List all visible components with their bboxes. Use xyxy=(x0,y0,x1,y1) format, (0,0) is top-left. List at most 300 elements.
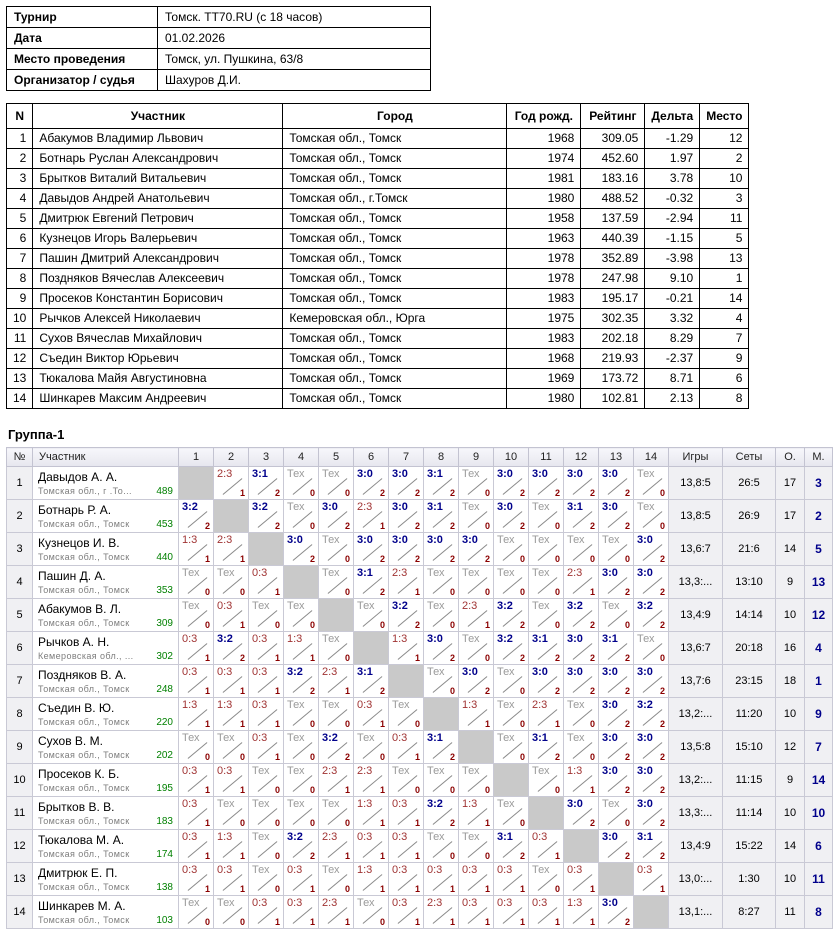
player-subline xyxy=(38,915,173,926)
match-cell xyxy=(459,896,494,929)
participant-row xyxy=(7,309,749,329)
match-points: 2 xyxy=(449,653,455,663)
match-points: 2 xyxy=(659,818,665,828)
match-cell xyxy=(424,467,459,500)
match-cell xyxy=(529,830,564,863)
match-score: 0:3 xyxy=(462,897,478,909)
match-cell xyxy=(599,698,634,731)
participant-city: Томская обл., Томск xyxy=(283,149,507,169)
match-cell xyxy=(354,863,389,896)
match-score: Тех xyxy=(252,864,270,876)
birth-year: 1978 xyxy=(507,269,581,289)
match-cell xyxy=(529,896,564,929)
group-player-row xyxy=(7,698,833,731)
participant-city: Томская обл., Томск xyxy=(283,329,507,349)
row-number: 2 xyxy=(7,149,33,169)
match-cell xyxy=(424,599,459,632)
player-region: Томская обл., Томск xyxy=(38,848,130,859)
match-score: 3:1 xyxy=(567,501,583,513)
match-cell xyxy=(179,797,214,830)
sets-total: 21:6 xyxy=(723,533,776,566)
match-score: 0:3 xyxy=(462,864,478,876)
participant-name: Пашин Дмитрий Александрович xyxy=(33,249,283,269)
row-number: 5 xyxy=(7,599,33,632)
match-points: 2 xyxy=(379,554,385,564)
match-points: 1 xyxy=(204,653,210,663)
match-cell xyxy=(634,632,669,665)
player-rating: 202 xyxy=(156,749,173,761)
player-subline xyxy=(38,486,173,497)
match-points: 0 xyxy=(274,851,280,861)
player-cell xyxy=(33,533,179,566)
row-number: 3 xyxy=(7,169,33,189)
match-score: Тех xyxy=(497,699,515,711)
player-region: Томская обл., Томск xyxy=(38,584,130,595)
match-score: Тех xyxy=(322,864,340,876)
match-score: Тех xyxy=(462,468,480,480)
match-points: 2 xyxy=(344,521,350,531)
match-cell xyxy=(389,566,424,599)
match-points: 0 xyxy=(344,554,350,564)
match-cell xyxy=(389,500,424,533)
match-score: 0:3 xyxy=(392,831,408,843)
player-name: Кузнецов И. В. xyxy=(38,536,120,550)
group-place: 5 xyxy=(805,533,833,566)
games-total: 13,8:5 xyxy=(669,500,723,533)
group-header-cell: 6 xyxy=(354,448,389,467)
birth-year: 1981 xyxy=(507,169,581,189)
match-points: 0 xyxy=(554,620,560,630)
match-points: 0 xyxy=(344,587,350,597)
participant-name: Рычков Алексей Николаевич xyxy=(33,309,283,329)
match-points: 1 xyxy=(414,587,420,597)
match-cell xyxy=(529,698,564,731)
delta-value: 8.71 xyxy=(645,369,700,389)
group-header-cell: Участник xyxy=(33,448,179,467)
match-score: 1:3 xyxy=(217,699,233,711)
participant-city: Томская обл., Томск xyxy=(283,209,507,229)
match-points: 2 xyxy=(414,554,420,564)
match-score: 2:3 xyxy=(357,765,373,777)
info-value: Шахуров Д.И. xyxy=(158,70,431,91)
match-cell xyxy=(634,698,669,731)
match-points: 2 xyxy=(274,521,280,531)
match-score: 0:3 xyxy=(532,897,548,909)
match-points: 1 xyxy=(274,917,280,927)
match-cell xyxy=(249,467,284,500)
match-cell xyxy=(179,698,214,731)
row-number: 14 xyxy=(7,389,33,409)
match-cell xyxy=(529,632,564,665)
match-cell xyxy=(564,632,599,665)
self-cell xyxy=(319,599,354,632)
match-score: 0:3 xyxy=(497,864,513,876)
match-score: 0:3 xyxy=(287,897,303,909)
match-points: 0 xyxy=(519,818,525,828)
match-cell xyxy=(389,698,424,731)
match-score: Тех xyxy=(182,567,200,579)
match-cell xyxy=(459,863,494,896)
match-points: 0 xyxy=(309,752,315,762)
match-score: 3:2 xyxy=(252,501,268,513)
participants-header-cell: Рейтинг xyxy=(581,104,645,129)
match-score: 3:0 xyxy=(602,897,618,909)
player-rating: 248 xyxy=(156,683,173,695)
match-score: Тех xyxy=(287,600,305,612)
match-points: 0 xyxy=(449,785,455,795)
row-number: 4 xyxy=(7,189,33,209)
points-total: 9 xyxy=(776,566,805,599)
match-cell xyxy=(214,467,249,500)
games-total: 13,1:... xyxy=(669,896,723,929)
player-rating: 183 xyxy=(156,815,173,827)
match-score: 3:0 xyxy=(497,468,513,480)
match-cell xyxy=(389,599,424,632)
player-name: Пашин Д. А. xyxy=(38,569,106,583)
match-cell xyxy=(214,665,249,698)
match-score: 2:3 xyxy=(567,567,583,579)
participant-name: Тюкалова Майя Августиновна xyxy=(33,369,283,389)
match-score: 0:3 xyxy=(497,897,513,909)
match-score: Тех xyxy=(322,567,340,579)
match-cell xyxy=(319,731,354,764)
player-cell xyxy=(33,467,179,500)
participant-name: Ботнарь Руслан Александрович xyxy=(33,149,283,169)
group-place: 2 xyxy=(805,500,833,533)
final-place: 11 xyxy=(700,209,749,229)
match-score: 3:0 xyxy=(392,468,408,480)
match-points: 1 xyxy=(239,488,245,498)
group-place: 10 xyxy=(805,797,833,830)
row-number: 9 xyxy=(7,731,33,764)
match-score: Тех xyxy=(427,600,445,612)
match-cell xyxy=(599,467,634,500)
match-cell xyxy=(354,731,389,764)
match-points: 1 xyxy=(589,917,595,927)
match-cell xyxy=(564,599,599,632)
match-points: 0 xyxy=(589,752,595,762)
games-total: 13,3:... xyxy=(669,797,723,830)
match-score: 3:2 xyxy=(182,501,198,513)
match-score: 0:3 xyxy=(252,633,268,645)
participant-city: Томская обл., Томск xyxy=(283,389,507,409)
match-score: Тех xyxy=(637,633,655,645)
info-row xyxy=(7,28,431,49)
match-points: 0 xyxy=(309,785,315,795)
final-place: 6 xyxy=(700,369,749,389)
match-score: Тех xyxy=(532,567,550,579)
participant-row xyxy=(7,169,749,189)
match-cell xyxy=(494,533,529,566)
player-region: Томская обл., Томск xyxy=(38,551,130,562)
match-points: 0 xyxy=(344,719,350,729)
match-points: 1 xyxy=(589,884,595,894)
row-number: 10 xyxy=(7,309,33,329)
match-score: 3:0 xyxy=(602,468,618,480)
points-total: 14 xyxy=(776,830,805,863)
match-cell xyxy=(459,500,494,533)
match-cell xyxy=(214,599,249,632)
group-player-row xyxy=(7,599,833,632)
match-points: 2 xyxy=(309,554,315,564)
match-score: Тех xyxy=(567,732,585,744)
match-cell xyxy=(179,896,214,929)
match-cell xyxy=(319,533,354,566)
player-subline xyxy=(38,585,173,596)
match-points: 2 xyxy=(589,653,595,663)
match-points: 2 xyxy=(414,521,420,531)
match-cell xyxy=(529,764,564,797)
match-points: 0 xyxy=(484,521,490,531)
match-points: 2 xyxy=(379,488,385,498)
player-region: Томская обл., Томск xyxy=(38,617,130,628)
match-points: 0 xyxy=(484,587,490,597)
tournament-info-table xyxy=(6,6,431,91)
player-rating: 174 xyxy=(156,848,173,860)
match-cell xyxy=(354,764,389,797)
match-score: 0:3 xyxy=(252,699,268,711)
match-cell xyxy=(214,731,249,764)
match-points: 1 xyxy=(484,620,490,630)
player-cell xyxy=(33,797,179,830)
match-cell xyxy=(214,863,249,896)
match-cell xyxy=(529,467,564,500)
games-total: 13,0:... xyxy=(669,863,723,896)
birth-year: 1983 xyxy=(507,289,581,309)
points-total: 10 xyxy=(776,863,805,896)
group-title: Группа-1 xyxy=(8,427,65,442)
match-score: 3:0 xyxy=(637,765,653,777)
row-number: 12 xyxy=(7,349,33,369)
player-name: Съедин В. Ю. xyxy=(38,701,115,715)
match-points: 1 xyxy=(204,785,210,795)
match-score: Тех xyxy=(532,501,550,513)
info-label: Место проведения xyxy=(7,49,158,70)
match-points: 0 xyxy=(379,620,385,630)
match-points: 2 xyxy=(379,587,385,597)
match-points: 1 xyxy=(519,917,525,927)
participant-row xyxy=(7,129,749,149)
participant-city: Томская обл., Томск xyxy=(283,289,507,309)
participants-table xyxy=(6,103,749,409)
group-player-row xyxy=(7,632,833,665)
match-points: 1 xyxy=(239,851,245,861)
match-points: 2 xyxy=(554,488,560,498)
match-score: 1:3 xyxy=(392,633,408,645)
match-points: 2 xyxy=(484,554,490,564)
final-place: 5 xyxy=(700,229,749,249)
match-points: 1 xyxy=(344,917,350,927)
match-cell xyxy=(179,830,214,863)
match-points: 0 xyxy=(484,653,490,663)
group-place: 3 xyxy=(805,467,833,500)
match-score: Тех xyxy=(497,567,515,579)
match-cell xyxy=(494,863,529,896)
match-cell xyxy=(389,863,424,896)
match-score: 0:3 xyxy=(392,798,408,810)
participant-name: Дмитрюк Евгений Петрович xyxy=(33,209,283,229)
match-cell xyxy=(284,467,319,500)
delta-value: -2.94 xyxy=(645,209,700,229)
match-cell xyxy=(634,500,669,533)
match-points: 1 xyxy=(239,686,245,696)
player-name: Тюкалова М. А. xyxy=(38,833,125,847)
match-cell xyxy=(249,632,284,665)
self-cell xyxy=(529,797,564,830)
participant-city: Томская обл., Томск xyxy=(283,249,507,269)
player-name: Сухов В. М. xyxy=(38,734,103,748)
rating-value: 102.81 xyxy=(581,389,645,409)
match-cell xyxy=(179,599,214,632)
match-score: 3:0 xyxy=(602,567,618,579)
birth-year: 1975 xyxy=(507,309,581,329)
match-cell xyxy=(319,830,354,863)
match-points: 1 xyxy=(414,818,420,828)
match-score: 3:0 xyxy=(602,666,618,678)
match-score: Тех xyxy=(532,534,550,546)
self-cell xyxy=(424,698,459,731)
group-header-cell: 7 xyxy=(389,448,424,467)
match-points: 1 xyxy=(484,719,490,729)
match-score: 2:3 xyxy=(357,501,373,513)
match-cell xyxy=(284,863,319,896)
row-number: 13 xyxy=(7,369,33,389)
participant-name: Съедин Виктор Юрьевич xyxy=(33,349,283,369)
match-score: 3:2 xyxy=(567,600,583,612)
match-score: 3:0 xyxy=(567,633,583,645)
player-subline xyxy=(38,783,173,794)
birth-year: 1968 xyxy=(507,349,581,369)
self-cell xyxy=(179,467,214,500)
info-value: Томск. TT70.RU (с 18 часов) xyxy=(158,7,431,28)
player-rating: 453 xyxy=(156,518,173,530)
games-total: 13,4:9 xyxy=(669,599,723,632)
match-points: 2 xyxy=(624,752,630,762)
final-place: 14 xyxy=(700,289,749,309)
match-points: 2 xyxy=(379,686,385,696)
match-cell xyxy=(529,665,564,698)
group-player-row xyxy=(7,863,833,896)
row-number: 10 xyxy=(7,764,33,797)
match-points: 1 xyxy=(239,884,245,894)
delta-value: -0.21 xyxy=(645,289,700,309)
match-points: 2 xyxy=(484,686,490,696)
match-points: 2 xyxy=(309,851,315,861)
match-score: 1:3 xyxy=(462,699,478,711)
match-score: 3:0 xyxy=(602,501,618,513)
match-points: 2 xyxy=(344,752,350,762)
participants-header-cell: Дельта xyxy=(645,104,700,129)
rating-value: 247.98 xyxy=(581,269,645,289)
delta-value: 3.32 xyxy=(645,309,700,329)
match-cell xyxy=(179,665,214,698)
match-score: 3:2 xyxy=(497,600,513,612)
match-score: Тех xyxy=(217,567,235,579)
match-points: 0 xyxy=(554,785,560,795)
match-points: 0 xyxy=(659,653,665,663)
match-points: 1 xyxy=(274,653,280,663)
match-score: Тех xyxy=(602,534,620,546)
participant-row xyxy=(7,209,749,229)
player-name: Брытков В. В. xyxy=(38,800,115,814)
row-number: 4 xyxy=(7,566,33,599)
self-cell xyxy=(214,500,249,533)
match-cell xyxy=(424,533,459,566)
match-cell xyxy=(214,698,249,731)
match-score: 0:3 xyxy=(252,666,268,678)
delta-value: -3.98 xyxy=(645,249,700,269)
match-points: 2 xyxy=(554,752,560,762)
match-cell xyxy=(459,698,494,731)
match-score: Тех xyxy=(462,633,480,645)
player-name: Ботнарь Р. А. xyxy=(38,503,112,517)
player-rating: 195 xyxy=(156,782,173,794)
match-score: Тех xyxy=(322,633,340,645)
final-place: 3 xyxy=(700,189,749,209)
match-cell xyxy=(319,896,354,929)
match-score: Тех xyxy=(567,699,585,711)
match-score: 3:2 xyxy=(287,831,303,843)
match-points: 1 xyxy=(449,917,455,927)
final-place: 12 xyxy=(700,129,749,149)
player-region: Томская обл., Томск xyxy=(38,881,130,892)
match-points: 0 xyxy=(204,752,210,762)
match-points: 1 xyxy=(414,917,420,927)
group-place: 6 xyxy=(805,830,833,863)
participant-row xyxy=(7,189,749,209)
match-cell xyxy=(599,797,634,830)
match-score: 3:1 xyxy=(427,501,443,513)
points-total: 10 xyxy=(776,599,805,632)
match-cell xyxy=(319,863,354,896)
match-score: 0:3 xyxy=(357,831,373,843)
player-name: Дмитрюк Е. П. xyxy=(38,866,118,880)
row-number: 7 xyxy=(7,249,33,269)
match-score: 0:3 xyxy=(287,864,303,876)
match-score: Тех xyxy=(182,732,200,744)
match-points: 0 xyxy=(204,587,210,597)
match-cell xyxy=(319,467,354,500)
match-score: 3:0 xyxy=(357,468,373,480)
match-score: 0:3 xyxy=(182,666,198,678)
match-score: Тех xyxy=(427,567,445,579)
match-cell xyxy=(354,467,389,500)
match-score: Тех xyxy=(427,831,445,843)
match-score: Тех xyxy=(287,501,305,513)
player-rating: 440 xyxy=(156,551,173,563)
player-rating: 353 xyxy=(156,584,173,596)
games-total: 13,8:5 xyxy=(669,467,723,500)
player-cell xyxy=(33,500,179,533)
info-label: Организатор / судья xyxy=(7,70,158,91)
match-points: 0 xyxy=(519,587,525,597)
match-cell xyxy=(564,698,599,731)
player-rating: 302 xyxy=(156,650,173,662)
participant-city: Томская обл., г.Томск xyxy=(283,189,507,209)
group-header-cell: Игры xyxy=(669,448,723,467)
match-score: Тех xyxy=(462,567,480,579)
sets-total: 11:14 xyxy=(723,797,776,830)
participant-row xyxy=(7,329,749,349)
games-total: 13,5:8 xyxy=(669,731,723,764)
match-cell xyxy=(319,698,354,731)
match-cell xyxy=(459,830,494,863)
group-player-row xyxy=(7,566,833,599)
match-score: Тех xyxy=(182,600,200,612)
match-points: 0 xyxy=(659,521,665,531)
match-points: 0 xyxy=(239,752,245,762)
match-cell xyxy=(284,698,319,731)
